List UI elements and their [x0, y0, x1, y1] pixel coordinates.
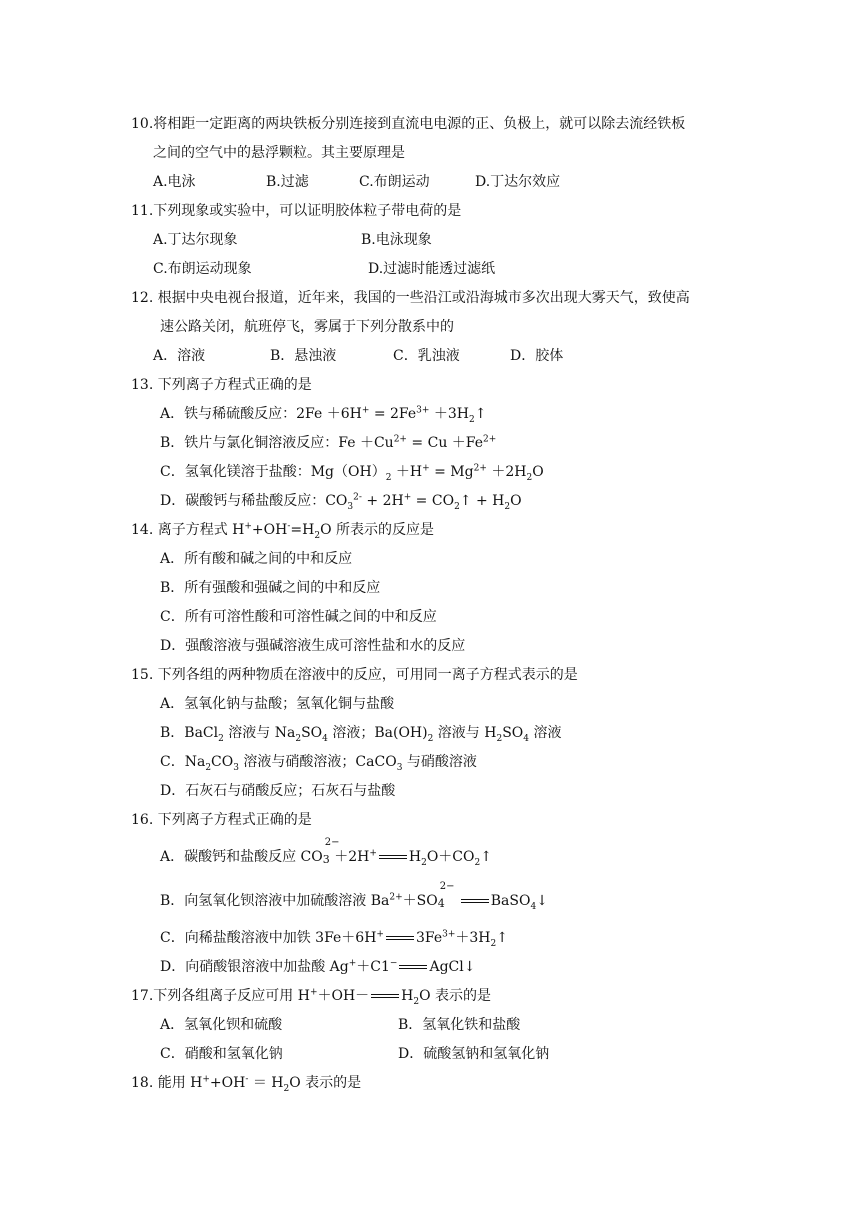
q13b-text: B．铁片与氯化铜溶液反应：Fe ＋Cu — [160, 435, 394, 451]
q16b-charge-top: 2− — [439, 881, 455, 892]
q14-option-a: A．所有酸和碱之间的中和反应 — [160, 551, 353, 567]
q16d-s2: − — [389, 958, 398, 969]
q15c-p2: CO — [211, 754, 234, 770]
q15b-s5: 2 — [496, 733, 503, 744]
q16a-p2: ＋2H — [329, 849, 370, 865]
q13c-mid2: = Mg — [429, 464, 474, 480]
q13a-mid2: ＋3H — [429, 406, 470, 422]
q17-end: O 表示的是 — [419, 988, 492, 1004]
q10-stem-line2: 之间的空气中的悬浮颗粒。其主要原理是 — [153, 145, 405, 161]
q16b-s1: 2+ — [389, 892, 403, 903]
q18-end: O 表示的是 — [289, 1075, 362, 1091]
q15b-s4: 2 — [427, 733, 434, 744]
q16d-p2: ＋C1 — [356, 959, 390, 975]
q10-stem-line1: 10.将相距一定距离的两块铁板分别连接到直流电电源的正、负极上，就可以除去流经铁板 — [131, 116, 686, 132]
q13-option-b — [160, 434, 496, 452]
q15-option-d: D．石灰石与硝酸反应；石灰石与盐酸 — [160, 783, 396, 799]
q14-end: O 所表示的反应是 — [320, 522, 435, 538]
q16-stem: 16. 下列离子方程式正确的是 — [131, 812, 312, 828]
q18-sup1: + — [202, 1074, 210, 1085]
q14-sup2: - — [287, 521, 291, 532]
q15-stem: 15. 下列各组的两种物质在溶液中的反应，可用同一离子方程式表示的是 — [131, 667, 578, 683]
q13d-sub3: 2 — [504, 501, 511, 512]
q12-option-a: A．溶液 — [153, 348, 206, 364]
q16b-charge-bot: 4 — [437, 897, 445, 910]
q13-option-d — [160, 492, 522, 510]
q13a-sup1: + — [361, 405, 370, 416]
q13c-mid1: ＋H — [391, 464, 423, 480]
q13d-text: D．碳酸钙与稀盐酸反应：CO — [160, 493, 348, 509]
q16a-charge-bot: 3 — [322, 853, 330, 866]
q16b-p3: BaSO — [490, 893, 531, 909]
q11-option-c: C.布朗运动现象 — [153, 261, 252, 277]
q16a-charge-top: 2− — [324, 837, 340, 848]
q16d-p3: AgCl↓ — [429, 959, 476, 975]
q16b-p1: B．向氢氧化钡溶液中加硫酸溶液 Ba — [160, 893, 390, 909]
q15b-p1: B．BaCl — [160, 725, 219, 741]
q16c-p4: ↑ — [496, 930, 508, 946]
q12-option-c: C．乳浊液 — [393, 348, 460, 364]
q15c-p4: 与硝酸溶液 — [402, 754, 477, 770]
q16b-p4: ↓ — [536, 893, 548, 909]
q12-option-b: B．悬浊液 — [270, 348, 337, 364]
q15c-s1: 2 — [205, 762, 212, 773]
q16d-p1: D．向硝酸银溶液中加盐酸 Ag — [160, 959, 349, 975]
q18-sup2: - — [245, 1074, 249, 1085]
q12-stem-line2: 速公路关闭，航班停飞，雾属于下列分散系中的 — [160, 319, 454, 335]
q13-option-a — [160, 405, 486, 423]
q16a-p5: ↑ — [480, 849, 492, 865]
q18-stem — [131, 1074, 361, 1092]
q16a-p4: O＋CO — [426, 849, 475, 865]
q13b-mid1: = Cu ＋Fe — [406, 435, 484, 451]
q13d-mid1: + 2H — [361, 493, 404, 509]
q15b-p4: 溶液；Ba(OH) — [327, 725, 428, 741]
q16a-p1: A．碳酸钙和盐酸反应 CO — [160, 849, 323, 865]
q16a-charge — [322, 837, 340, 867]
q17-sub: 2 — [413, 996, 420, 1007]
q17-sup: + — [309, 987, 318, 998]
q15b-s2: 2 — [295, 733, 302, 744]
q15c-s2: 3 — [233, 762, 239, 773]
q11-option-a: A.丁达尔现象 — [153, 232, 238, 248]
q15b-p2: 溶液与 Na — [223, 725, 296, 741]
q13c-tail: O — [532, 464, 544, 480]
q13-stem: 13. 下列离子方程式正确的是 — [131, 377, 312, 393]
q13b-sup2: 2+ — [483, 434, 497, 445]
q13d-tail: O — [510, 493, 522, 509]
q13d-sub1: 3 — [347, 501, 354, 512]
q15-option-a: A．氢氧化钠与盐酸；氢氧化铜与盐酸 — [160, 696, 395, 712]
q16a-s1: + — [369, 848, 377, 859]
q16c-s2: 3+ — [442, 929, 456, 940]
q16c-p3: ＋3H — [455, 930, 491, 946]
q10-option-d: D.丁达尔效应 — [475, 174, 561, 190]
equals-arrow — [379, 855, 407, 859]
q10-option-c: C.布朗运动 — [359, 174, 430, 190]
q13a-sup2: 3+ — [416, 405, 430, 416]
q13c-sup2: 2+ — [473, 463, 487, 474]
q18-mid1: +OH — [209, 1075, 246, 1091]
q15b-p3: SO — [301, 725, 323, 741]
q10-option-a: A.电泳 — [153, 174, 196, 190]
q17-option-b: B．氢氧化铁和盐酸 — [398, 1017, 521, 1033]
q12-stem-line1: 12. 根据中央电视台报道，近年来，我国的一些沿江或沿海城市多次出现大雾天气，致使高 — [131, 290, 690, 306]
q11-option-b: B.电泳现象 — [361, 232, 432, 248]
q17-option-a: A．氢氧化钡和硫酸 — [160, 1017, 283, 1033]
equals-arrow — [461, 899, 489, 903]
q17-stem — [131, 987, 491, 1005]
q13c-text: C．氢氧化镁溶于盐酸：Mg（OH） — [160, 464, 386, 480]
q10-option-b: B.过滤 — [266, 174, 309, 190]
q14-stem — [131, 521, 434, 539]
q11-stem: 11.下列现象或实验中，可以证明胶体粒子带电荷的是 — [131, 203, 462, 219]
q16-option-c — [160, 929, 508, 947]
equals-arrow — [371, 994, 399, 998]
q15c-p3: 溶液与硝酸溶液；CaCO — [238, 754, 397, 770]
q13c-sup1: + — [422, 463, 430, 474]
q18-stem-text: 18. 能用 H — [131, 1075, 203, 1091]
q13b-sup1: 2+ — [393, 434, 407, 445]
q16c-p1: C．向稀盐酸溶液中加铁 3Fe＋6H — [160, 930, 377, 946]
q16c-p2: 3Fe — [415, 930, 443, 946]
q11-option-d: D.过滤时能透过滤纸 — [368, 261, 496, 277]
q15c-s3: 3 — [396, 762, 403, 773]
q13d-sup1: 2- — [353, 492, 362, 503]
q14-option-d: D．强酸溶液与强碱溶液生成可溶性盐和水的反应 — [160, 638, 466, 654]
q13d-sup2: + — [403, 492, 412, 503]
q15b-p6: SO — [502, 725, 524, 741]
q14-option-b: B．所有强酸和强碱之间的中和反应 — [160, 580, 381, 596]
q13c-sub1: 2 — [385, 472, 392, 483]
q13a-sub: 2 — [469, 414, 475, 425]
q15b-p5: 溶液与 H — [433, 725, 497, 741]
q13d-mid2: = CO — [411, 493, 455, 509]
q13c-end: ＋2H — [486, 464, 527, 480]
q16b-s2: 4 — [530, 901, 537, 912]
q17-stem-text: 17.下列各组离子反应可用 H — [131, 988, 310, 1004]
q14-stem-text: 14. 离子方程式 H — [131, 522, 245, 538]
q13a-end: ↑ — [474, 406, 487, 422]
q16d-s1: + — [348, 958, 357, 969]
q13a-text: A．铁与稀硫酸反应：2Fe ＋6H — [160, 406, 362, 422]
q13d-end: ↑ + H — [459, 493, 505, 509]
q14-option-c: C．所有可溶性酸和可溶性碱之间的中和反应 — [160, 609, 437, 625]
q17-mid1: ＋OH－ — [317, 988, 370, 1004]
q15c-p1: C．Na — [160, 754, 206, 770]
equals-arrow — [399, 965, 427, 969]
q16a-s2: 2 — [421, 857, 427, 868]
q14-sub: 2 — [314, 530, 321, 541]
q16-option-b — [160, 881, 548, 912]
q13-option-c — [160, 463, 544, 481]
q16-option-a — [160, 837, 492, 868]
q15-option-b — [160, 724, 561, 742]
q16a-s3: 2 — [474, 857, 481, 868]
q15b-s3: 4 — [322, 733, 328, 744]
q17-option-d: D．硫酸氢钠和氢氧化钠 — [398, 1046, 550, 1062]
q14-mid1: +OH — [251, 522, 288, 538]
q13a-mid1: = 2Fe — [369, 406, 417, 422]
q16c-s3: 2 — [490, 938, 497, 949]
equals-arrow — [386, 936, 414, 940]
q15-option-c — [160, 753, 477, 771]
q15b-s1: 2 — [218, 733, 224, 744]
q12-option-d: D．胶体 — [510, 348, 564, 364]
q18-sub: 2 — [283, 1083, 290, 1094]
q14-mid2: =H — [290, 522, 315, 538]
q13d-sub2: 2 — [454, 501, 460, 512]
q16b-charge — [437, 881, 455, 911]
q17-option-c: C．硝酸和氢氧化钠 — [160, 1046, 283, 1062]
q16-option-d — [160, 958, 475, 976]
q15b-s6: 4 — [523, 733, 529, 744]
q16b-p2: ＋SO — [402, 893, 438, 909]
q16c-s1: + — [376, 929, 384, 940]
q15b-p7: 溶液 — [529, 725, 562, 741]
q14-sup1: + — [244, 521, 252, 532]
q17-mid2: H — [401, 988, 414, 1004]
q13c-sub2: 2 — [526, 472, 533, 483]
q18-mid2: ＝ H — [248, 1075, 284, 1091]
q16a-p3: H — [408, 849, 422, 865]
